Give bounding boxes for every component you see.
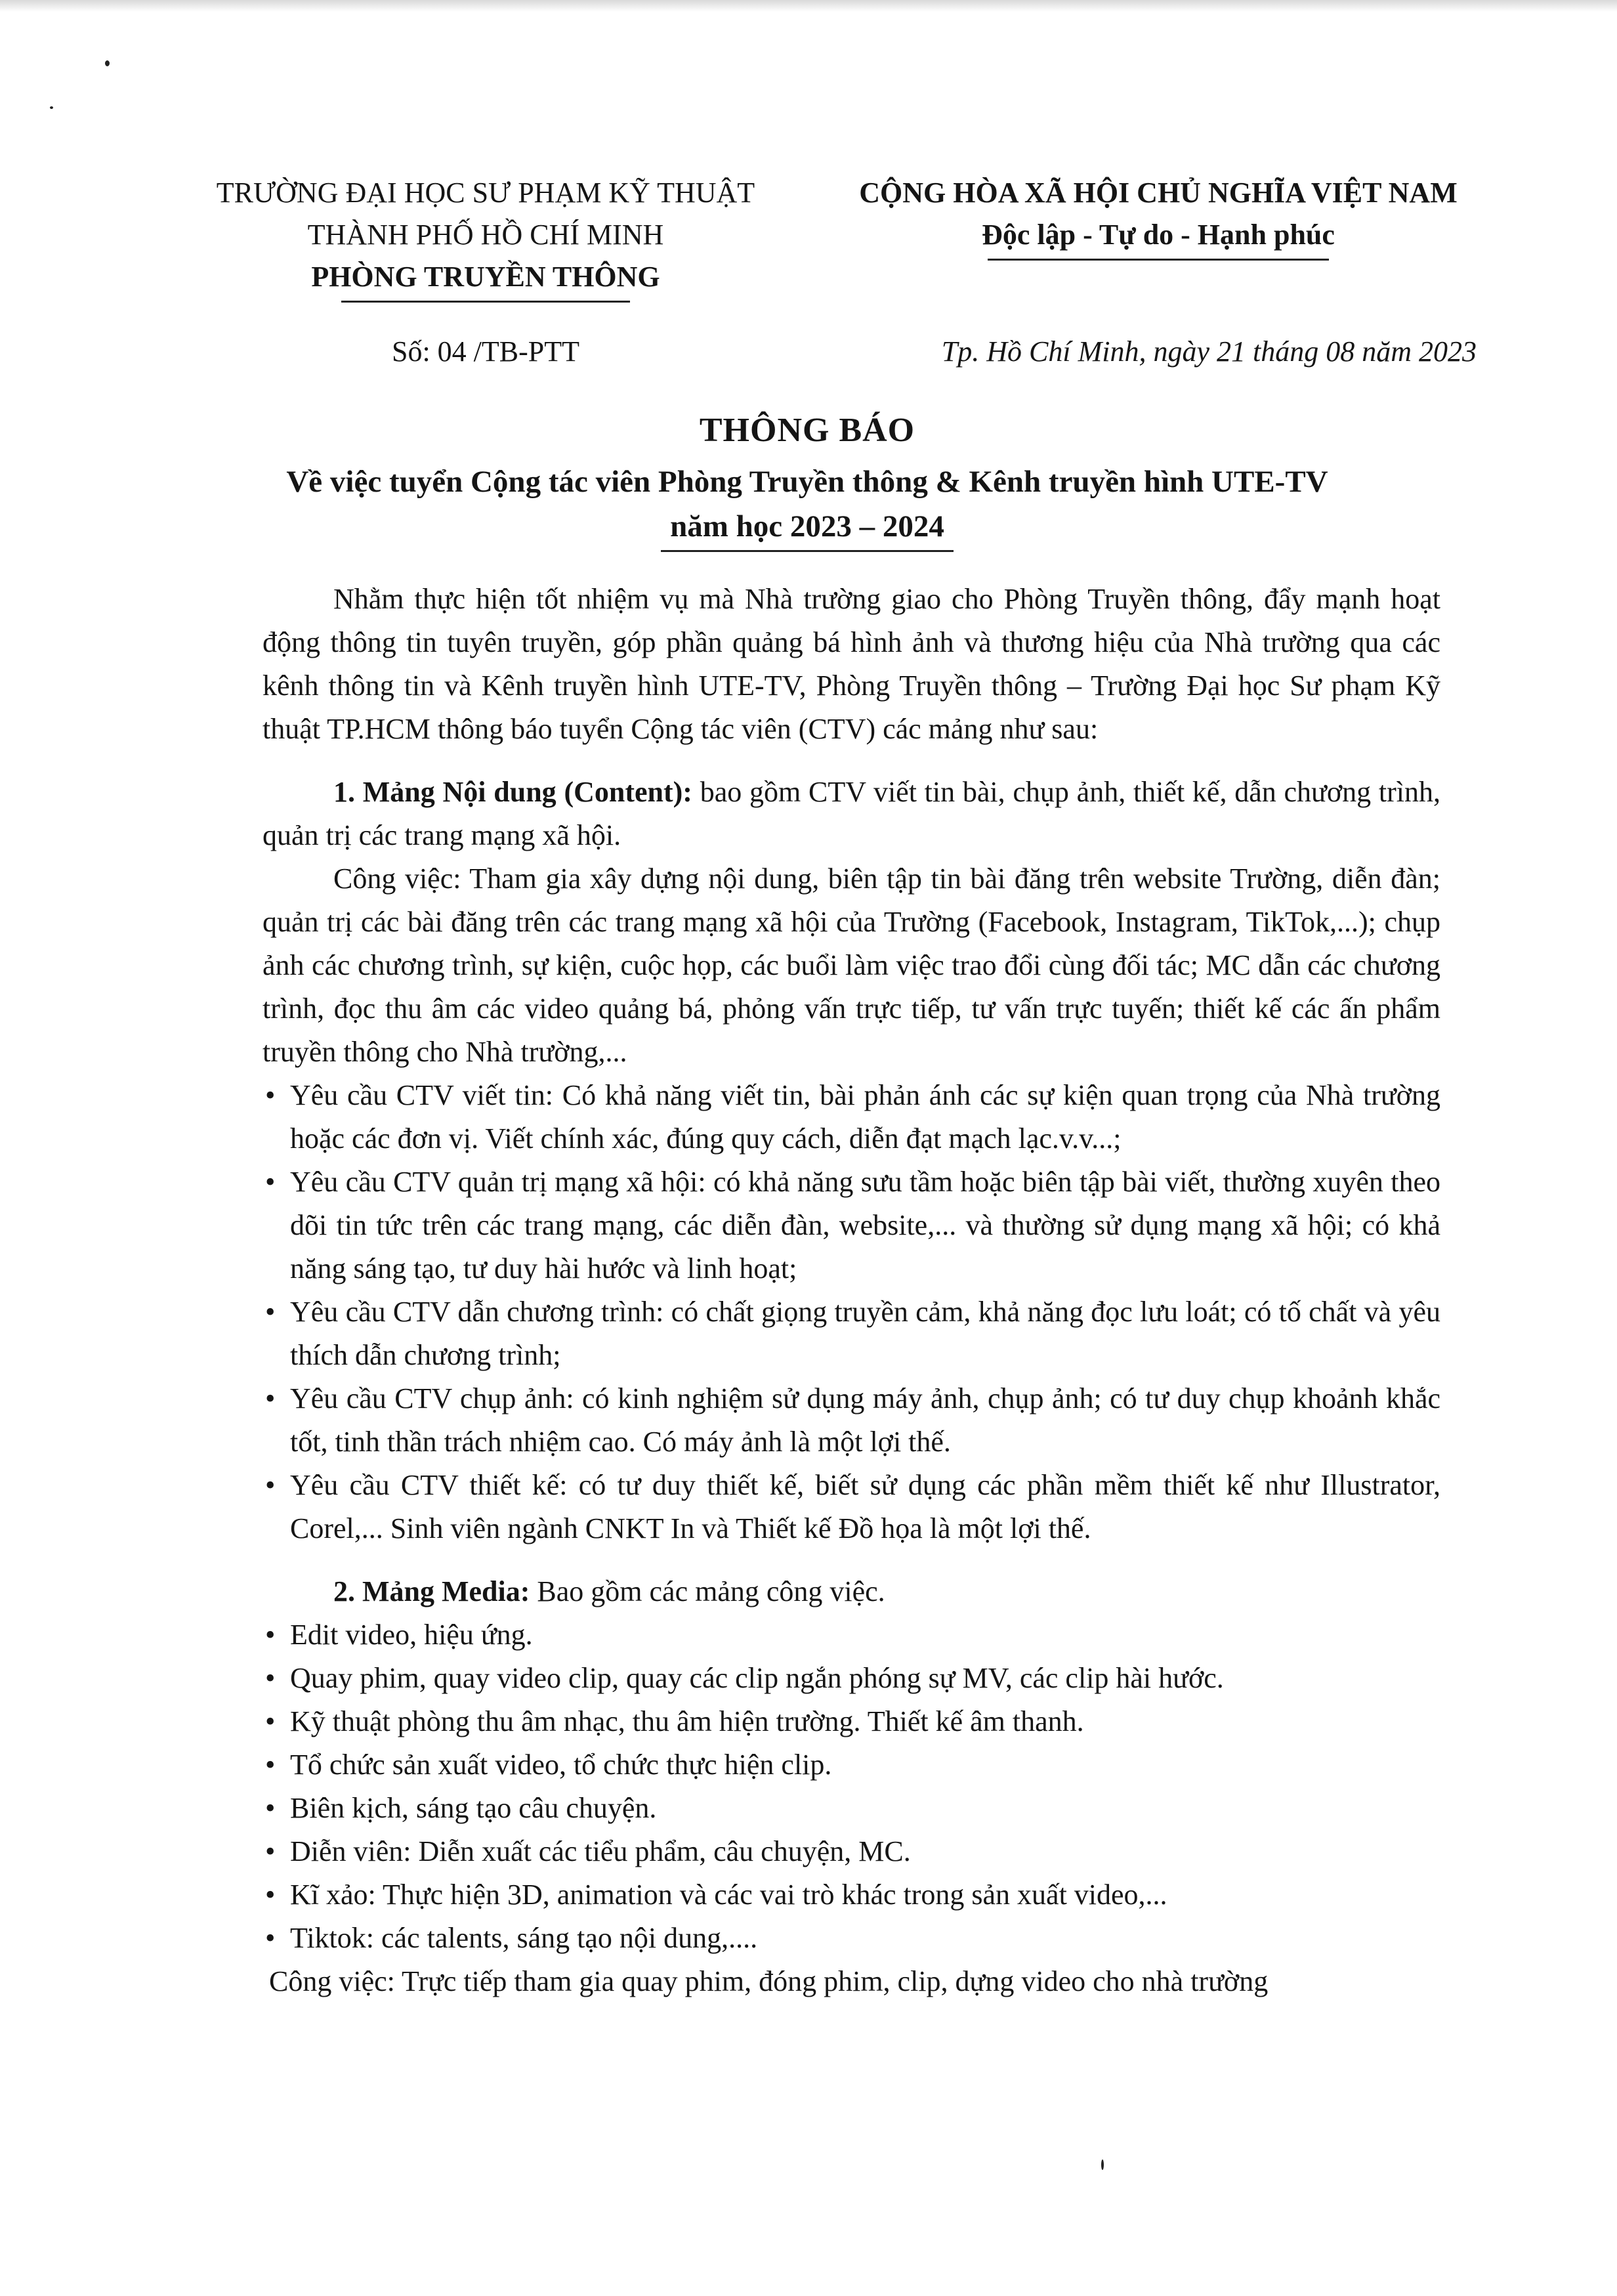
bullet-icon: • — [265, 1079, 276, 1111]
bullet-icon: • — [265, 1382, 276, 1414]
section2-work: Công việc: Trực tiếp tham gia quay phim, đóng phim, clip, dựng video cho nhà trường — [269, 1965, 1269, 1997]
motto-rule — [988, 259, 1329, 261]
intro-paragraph: Nhằm thực hiện tốt nhiệm vụ mà Nhà trường giao cho Phòng Truyền thông, đẩy mạnh hoạt động thông tin tuyên truyền, góp phần quảng bá hình ảnh và thương hiệu của Nhà trường qua các kênh thông tin và Kênh truyền hình UTE-TV, Phòng Truyền thông – Trường Đại học Sư phạm Kỹ thuật TP.HCM thông báo tuyển Cộng tác viên (CTV) các mảng như sau: — [262, 583, 1440, 745]
scan-speck — [105, 60, 110, 66]
scan-speck — [50, 106, 53, 109]
bullet-icon: • — [265, 1835, 276, 1867]
scan-edge — [0, 0, 1617, 12]
national-title: CỘNG HÒA XÃ HỘI CHỦ NGHĨA VIỆT NAM — [859, 177, 1458, 209]
bullet-icon: • — [265, 1749, 276, 1781]
list-item: • Edit video, hiệu ứng. — [262, 1613, 1440, 1657]
section1-work: Công việc: Tham gia xây dựng nội dung, biên tập tin bài đăng trên website Trường, diễn đàn; quản trị các bài đăng trên các trang mạng xã hội của Trường (Facebook, Instagram, TikTok,...); chụp ảnh các chương trình, sự kiện, cuộc họp, các buổi làm việc trao đổi cùng đối tác; MC dẫn các chương trình, đọc thu âm các video quảng bá, phỏng vấn trực tiếp, tư vấn trực tuyến; thiết kế các ấn phẩm truyền thông cho Nhà trường,... — [262, 862, 1440, 1068]
section2-tasks — [262, 1613, 1440, 1960]
list-item: • Diễn viên: Diễn xuất các tiểu phẩm, câu chuyện, MC. — [262, 1830, 1440, 1873]
list-item: • Yêu cầu CTV dẫn chương trình: có chất giọng truyền cảm, khả năng đọc lưu loát; có tố chất và yêu thích dẫn chương trình; — [262, 1290, 1440, 1377]
bullet-icon: • — [265, 1619, 276, 1651]
section1-heading: 1. Mảng Nội dung (Content): — [333, 776, 692, 808]
section1-requirements — [262, 1074, 1440, 1550]
section2-heading: 2. Mảng Media: — [333, 1575, 530, 1607]
notice-subject: Về việc tuyển Cộng tác viên Phòng Truyền thông & Kênh truyền hình UTE-TV — [286, 465, 1328, 499]
list-item: • Kỹ thuật phòng thu âm nhạc, thu âm hiện trường. Thiết kế âm thanh. — [262, 1700, 1440, 1743]
list-item: • Biên kịch, sáng tạo câu chuyện. — [262, 1787, 1440, 1830]
section1-description: bao gồm CTV viết tin bài, chụp ảnh, thiết kế, dẫn chương trình, quản trị các trang mạng xã hội. — [262, 776, 1440, 851]
document-body — [262, 578, 1440, 2003]
list-item: • Yêu cầu CTV quản trị mạng xã hội: có khả năng sưu tầm hoặc biên tập bài viết, thường xuyên theo dõi tin tức trên các trang mạng, các diễn đàn, website,... và thường sử dụng mạng xã hội; có khả năng sáng tạo, tư duy hài hước và linh hoạt; — [262, 1160, 1440, 1290]
bullet-icon: • — [265, 1166, 276, 1198]
department-rule — [341, 301, 630, 303]
bullet-icon: • — [265, 1469, 276, 1501]
list-item: • Quay phim, quay video clip, quay các clip ngắn phóng sự MV, các clip hài hước. — [262, 1657, 1440, 1700]
list-item: • Yêu cầu CTV viết tin: Có khả năng viết tin, bài phản ánh các sự kiện quan trọng của Nhà trường hoặc các đơn vị. Viết chính xác, đúng quy cách, diễn đạt mạch lạc.v.v...; — [262, 1074, 1440, 1160]
list-item: • Tổ chức sản xuất video, tổ chức thực hiện clip. — [262, 1743, 1440, 1787]
city-name: THÀNH PHỐ HỒ CHÍ MINH — [307, 219, 664, 251]
scan-speck — [1101, 2159, 1104, 2170]
national-header — [814, 172, 1503, 261]
university-name: TRƯỜNG ĐẠI HỌC SƯ PHẠM KỸ THUẬT — [216, 177, 755, 209]
section2-description: Bao gồm các mảng công việc. — [530, 1575, 885, 1607]
notice-subtitle — [131, 459, 1483, 552]
bullet-icon: • — [265, 1296, 276, 1328]
section1-intro — [262, 771, 1440, 857]
section2-intro — [262, 1570, 1440, 1613]
list-item: • Kĩ xảo: Thực hiện 3D, animation và các vai trò khác trong sản xuất video,... — [262, 1873, 1440, 1917]
department-name: PHÒNG TRUYỀN THÔNG — [311, 261, 660, 293]
list-item: • Yêu cầu CTV thiết kế: có tư duy thiết kế, biết sử dụng các phần mềm thiết kế như Illustrator, Corel,... Sinh viên ngành CNKT In và Thiết kế Đồ họa là một lợi thế. — [262, 1464, 1440, 1550]
notice-year: năm học 2023 – 2024 — [661, 504, 954, 552]
bullet-icon: • — [265, 1879, 276, 1911]
national-motto: Độc lập - Tự do - Hạnh phúc — [982, 219, 1335, 251]
list-item: • Tiktok: các talents, sáng tạo nội dung,.... — [262, 1917, 1440, 1960]
list-item: • Yêu cầu CTV chụp ảnh: có kinh nghiệm sử dụng máy ảnh, chụp ảnh; có tư duy chụp khoảnh khắc tốt, tinh thần trách nhiệm cao. Có máy ảnh là một lợi thế. — [262, 1377, 1440, 1464]
agency-header — [190, 172, 781, 303]
document-number: Số: 04 /TB-PTT — [391, 335, 580, 368]
bullet-icon: • — [265, 1705, 276, 1737]
bullet-icon: • — [265, 1922, 276, 1954]
document-date: Tp. Hồ Chí Minh, ngày 21 tháng 08 năm 2023 — [941, 335, 1477, 368]
notice-title: THÔNG BÁO — [699, 412, 915, 449]
bullet-icon: • — [265, 1662, 276, 1694]
bullet-icon: • — [265, 1792, 276, 1824]
